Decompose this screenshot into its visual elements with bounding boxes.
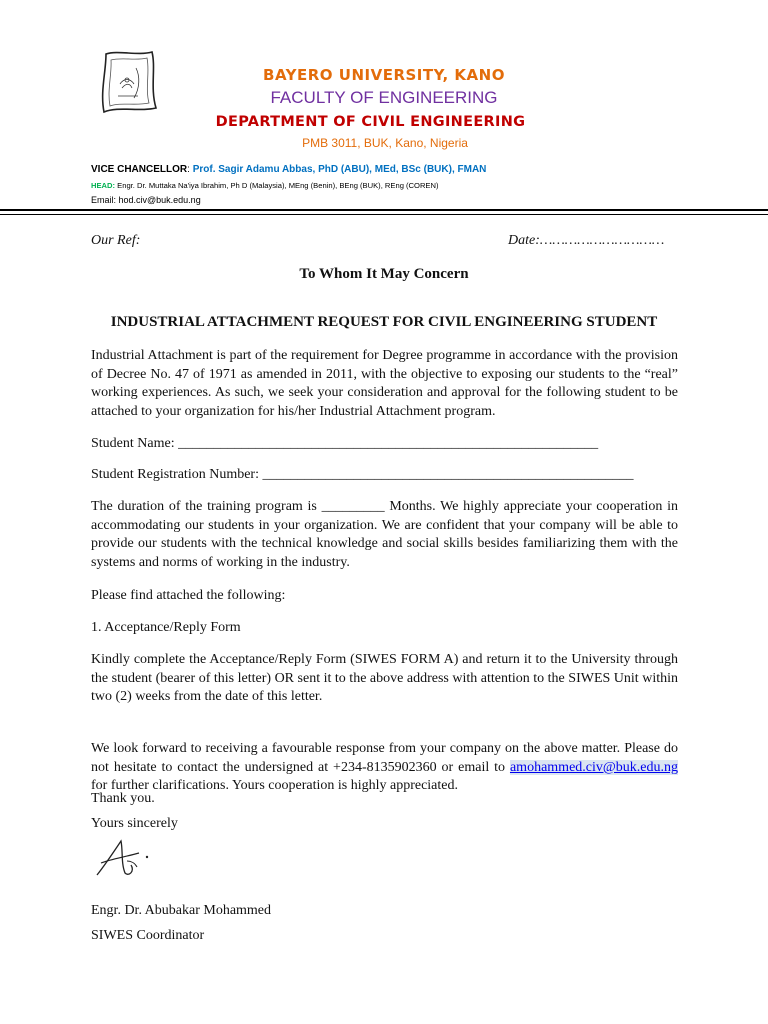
attached-intro: Please find attached the following: [91,588,286,603]
intro-paragraph: Industrial Attachment is part of the requirement for Degree programme in accordance with the provision of Decree No. 47 of 1971 as amended in 2011, with the objective to exposing our students to the “real” working experiences. As such, we seek your consideration and approval for the following student to be attached to your organization for his/her Industrial Attachment program. [91,348,678,419]
student-name-field: Student Name: ____________________________________________________________ [91,436,599,451]
closing: Yours sincerely [91,816,178,831]
department-email: Email: hod.civ@buk.edu.ng [91,195,201,205]
contact-paragraph: We look forward to receiving a favourable response from your company on the above matter. Please do not hesitate to contact the undersigned at +234-8135902360 or email to amohammed.civ@buk.edu.ng for further clarifications. Yours cooperation is highly appreciated. [91,741,678,794]
vice-chancellor-line: VICE CHANCELLOR: Prof. Sagir Adamu Abbas, PhD (ABU), MEd, BSc (BUK), FMAN [91,164,487,175]
instructions-paragraph: Kindly complete the Acceptance/Reply Form (SIWES FORM A) and return it to the University through the student (bearer of this letter) OR sent it to the above address with attention to the SIWES Unit within two (2) weeks from the date of this letter. [91,652,678,705]
salutation: To Whom It May Concern [299,266,469,282]
faculty-name: FACULTY OF ENGINEERING [270,88,498,107]
department-name: DEPARTMENT OF CIVIL ENGINEERING [215,114,526,130]
duration-paragraph: The duration of the training program is _________ Months. We highly appreciate your cooperation in accommodating our students in your organization. We are confident that your company will be able to provide our students with the technical knowledge and social skills besides familiarizing them with the systems and norms of working in the industry. [91,499,678,570]
vc-name: Prof. Sagir Adamu Abbas, PhD (ABU), MEd, BSc (BUK), FMAN [192,164,487,175]
university-name: BAYERO UNIVERSITY, KANO [263,66,505,84]
email-link[interactable]: amohammed.civ@buk.edu.ng [509,759,678,775]
thank-you: Thank you. [91,791,155,806]
attached-item: 1. Acceptance/Reply Form [91,620,241,635]
head-name: Engr. Dr. Muttaka Na'iya Ibrahim, Ph D (Malaysia), MEng (Benin), BEng (BUK), REng (COREN) [117,181,439,190]
letter-title: INDUSTRIAL ATTACHMENT REQUEST FOR CIVIL ENGINEERING STUDENT [110,314,658,330]
header-divider [0,209,768,211]
head-label: HEAD: [91,181,116,190]
our-ref: Our Ref: [91,233,141,248]
signature [91,835,161,883]
student-registration-field: Student Registration Number: _____________________________________________________ [91,467,634,482]
date-line: Date:………………………… [508,233,665,248]
signatory-position: SIWES Coordinator [91,928,205,943]
head-of-department-line [91,181,439,190]
header-divider-thin [0,214,768,215]
department-address: PMB 3011, BUK, Kano, Nigeria [302,136,468,150]
vc-label: VICE CHANCELLOR [91,164,188,175]
signatory-name: Engr. Dr. Abubakar Mohammed [91,903,272,918]
